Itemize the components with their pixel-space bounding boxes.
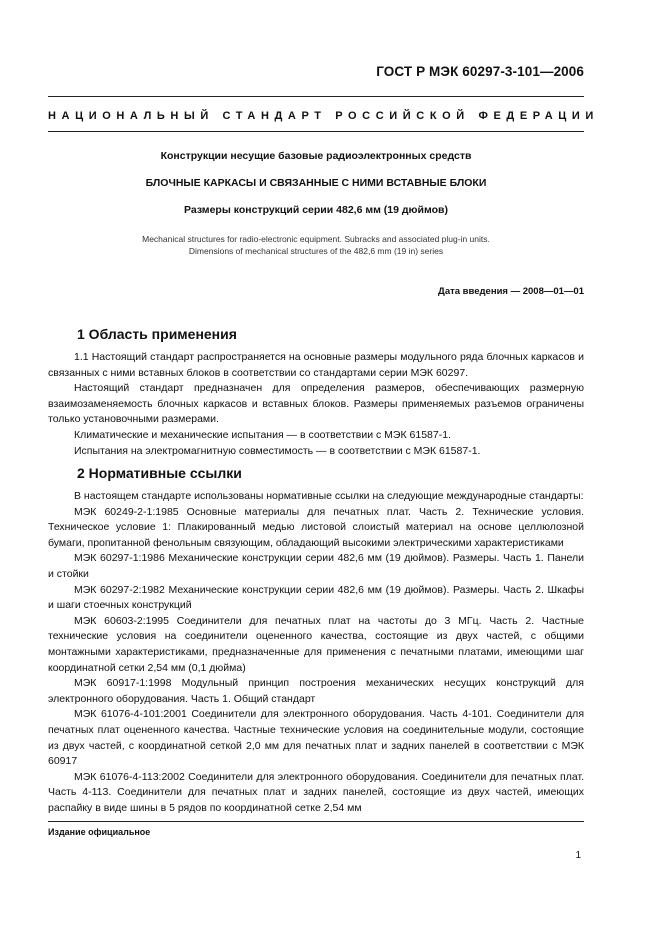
paragraph: Настоящий стандарт предназначен для определения размеров, обеспечивающих размерную взаимозаменяемость блочных каркасов и вставных блоков. Размеры применяемых разъемов ограничены только установочными размерами. [48, 382, 584, 426]
header-rule-bottom [48, 131, 584, 132]
english-title-line-1: Mechanical structures for radio-electronic equipment. Subracks and associated plug-in units. [142, 234, 490, 244]
reference-item: МЭК 60297-1:1986 Механические конструкции серии 482,6 мм (19 дюймов). Размеры. Часть 1. Панели и стойки [48, 552, 584, 580]
paragraph: Климатические и механические испытания — в соответствии с МЭК 61587-1. [74, 428, 451, 441]
reference-item: МЭК 61076-4-101:2001 Соединители для электронного оборудования. Часть 4-101. Соединители для печатных плат оцененного качества. Частные технические условия на соединительные модули, состоящие из двух частей, с координатной сеткой 2,0 мм для печатных плат и задних панелей в соответствии с МЭК 60917 [48, 708, 584, 768]
title-line-3: Размеры конструкций серии 482,6 мм (19 дюймов) [184, 204, 448, 216]
paragraph: Испытания на электромагнитную совместимость — в соответствии с МЭК 61587-1. [74, 444, 481, 457]
edition-label: Издание официальное [48, 827, 151, 837]
section-2-heading: 2 Нормативные ссылки [77, 465, 242, 481]
national-standard-banner: НАЦИОНАЛЬНЫЙ СТАНДАРТ РОССИЙСКОЙ ФЕДЕРАЦИИ [48, 110, 599, 122]
reference-item: МЭК 61076-4-113:2002 Соединители для электронного оборудования. Соединители для печатных плат. Часть 4-113. Соединители для печатных плат и задних панелей, состоящие из двух частей, имеющих распайку в виде шины в 5 рядов по координатной сетке 2,54 мм [48, 770, 584, 814]
reference-item: МЭК 60249-2-1:1985 Основные материалы для печатных плат. Часть 2. Технические условия. Техническое условие 1: Плакированный медью листовой слоистый материал на основе целлюлозной бумаги, пропитанной фенольным связующим, обладающий высокими электрическими характеристиками [48, 505, 584, 549]
section-2-body [48, 489, 584, 816]
reference-item: МЭК 60917-1:1998 Модульный принцип построения механических несущих конструкций для электронного оборудования. Часть 1. Общий стандарт [48, 677, 584, 705]
header-rule-top [48, 96, 584, 97]
reference-item: МЭК 60297-2:1982 Механические конструкции серии 482,6 мм (19 дюймов). Размеры. Часть 2. Шкафы и шаги стоечных конструкций [48, 583, 584, 612]
section-1-body [48, 350, 584, 459]
section-1-heading: 1 Область применения [77, 326, 237, 342]
english-title-line-2: Dimensions of mechanical structures of the 482,6 mm (19 in) series [188, 246, 444, 256]
paragraph: 1.1 Настоящий стандарт распространяется на основные размеры модульного ряда блочных каркасов и связанных с ними вставных блоков в соответствии со стандартами серии МЭК 60297. [48, 351, 584, 379]
title-line-2: БЛОЧНЫЕ КАРКАСЫ И СВЯЗАННЫЕ С НИМИ ВСТАВНЫЕ БЛОКИ [145, 177, 487, 189]
introduction-date: Дата введения — 2008—01—01 [438, 286, 584, 297]
page-number: 1 [575, 850, 581, 861]
footer-rule [48, 821, 584, 822]
paragraph: В настоящем стандарте использованы нормативные ссылки на следующие международные стандарты: [74, 490, 584, 502]
title-line-1: Конструкции несущие базовые радиоэлектронных средств [160, 150, 472, 162]
reference-item: МЭК 60603-2:1995 Соединители для печатных плат на частоты до 3 МГц. Часть 2. Частные технические условия на соединители оцененного качества, состоящие из двух частей, с общими монтажными характеристиками, предназначенные для применения с печатными платами, имеющими шаг координатной сетки 2,54 мм (0,1 дюйма) [48, 614, 584, 674]
document-code: ГОСТ Р МЭК 60297-3-101—2006 [376, 64, 584, 79]
